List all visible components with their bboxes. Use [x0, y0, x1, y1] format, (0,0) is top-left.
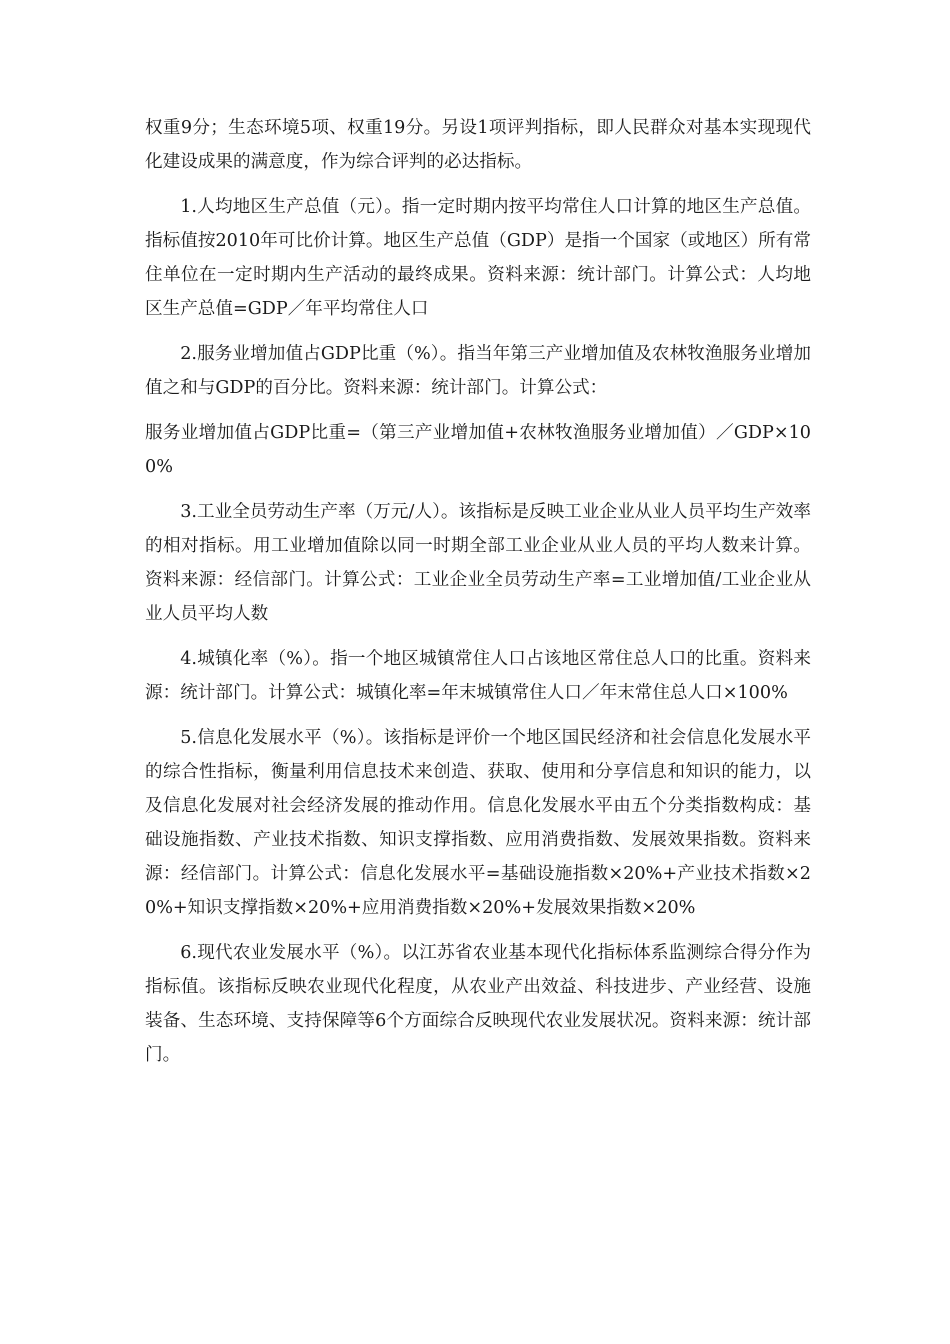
indicator-6-paragraph: 6.现代农业发展水平（%）。以江苏省农业基本现代化指标体系监测综合得分作为指标值。该指标反映农业现代化程度，从农业产出效益、科技进步、产业经营、设施装备、生态环境、支持保障等6个方面综合反映现代农业发展状况。资料来源：统计部门。 [145, 943, 811, 1065]
document-page [145, 111, 811, 1083]
indicator-3-paragraph: 3.工业全员劳动生产率（万元/人）。该指标是反映工业企业从业人员平均生产效率的相对指标。用工业增加值除以同一时期全部工业企业从业人员的平均人数来计算。资料来源：经信部门。计算公式：工业企业全员劳动生产率=工业增加值/工业企业从业人员平均人数 [145, 502, 811, 624]
indicator-4-paragraph: 4.城镇化率（%）。指一个地区城镇常住人口占该地区常住总人口的比重。资料来源：统计部门。计算公式：城镇化率=年末城镇常住人口／年末常住总人口×100% [145, 649, 811, 703]
indicator-2-formula-paragraph: 服务业增加值占GDP比重=（第三产业增加值+农林牧渔服务业增加值）／GDP×100% [145, 423, 811, 477]
indicator-5-paragraph: 5.信息化发展水平（%）。该指标是评价一个地区国民经济和社会信息化发展水平的综合性指标，衡量利用信息技术来创造、获取、使用和分享信息和知识的能力，以及信息化发展对社会经济发展的推动作用。信息化发展水平由五个分类指数构成：基础设施指数、产业技术指数、知识支撑指数、应用消费指数、发展效果指数。资料来源：经信部门。计算公式：信息化发展水平=基础设施指数×20%+产业技术指数×20%+知识支撑指数×20%+应用消费指数×20%+发展效果指数×20% [145, 728, 811, 918]
indicator-2-paragraph: 2.服务业增加值占GDP比重（%）。指当年第三产业增加值及农林牧渔服务业增加值之和与GDP的百分比。资料来源：统计部门。计算公式： [145, 344, 811, 398]
indicator-1-paragraph: 1.人均地区生产总值（元）。指一定时期内按平均常住人口计算的地区生产总值。指标值按2010年可比价计算。地区生产总值（GDP）是指一个国家（或地区）所有常住单位在一定时期内生产活动的最终成果。资料来源：统计部门。计算公式：人均地区生产总值=GDP／年平均常住人口 [145, 197, 811, 319]
intro-continuation-paragraph: 权重9分；生态环境5项、权重19分。另设1项评判指标，即人民群众对基本实现现代化建设成果的满意度，作为综合评判的必达指标。 [145, 118, 811, 172]
